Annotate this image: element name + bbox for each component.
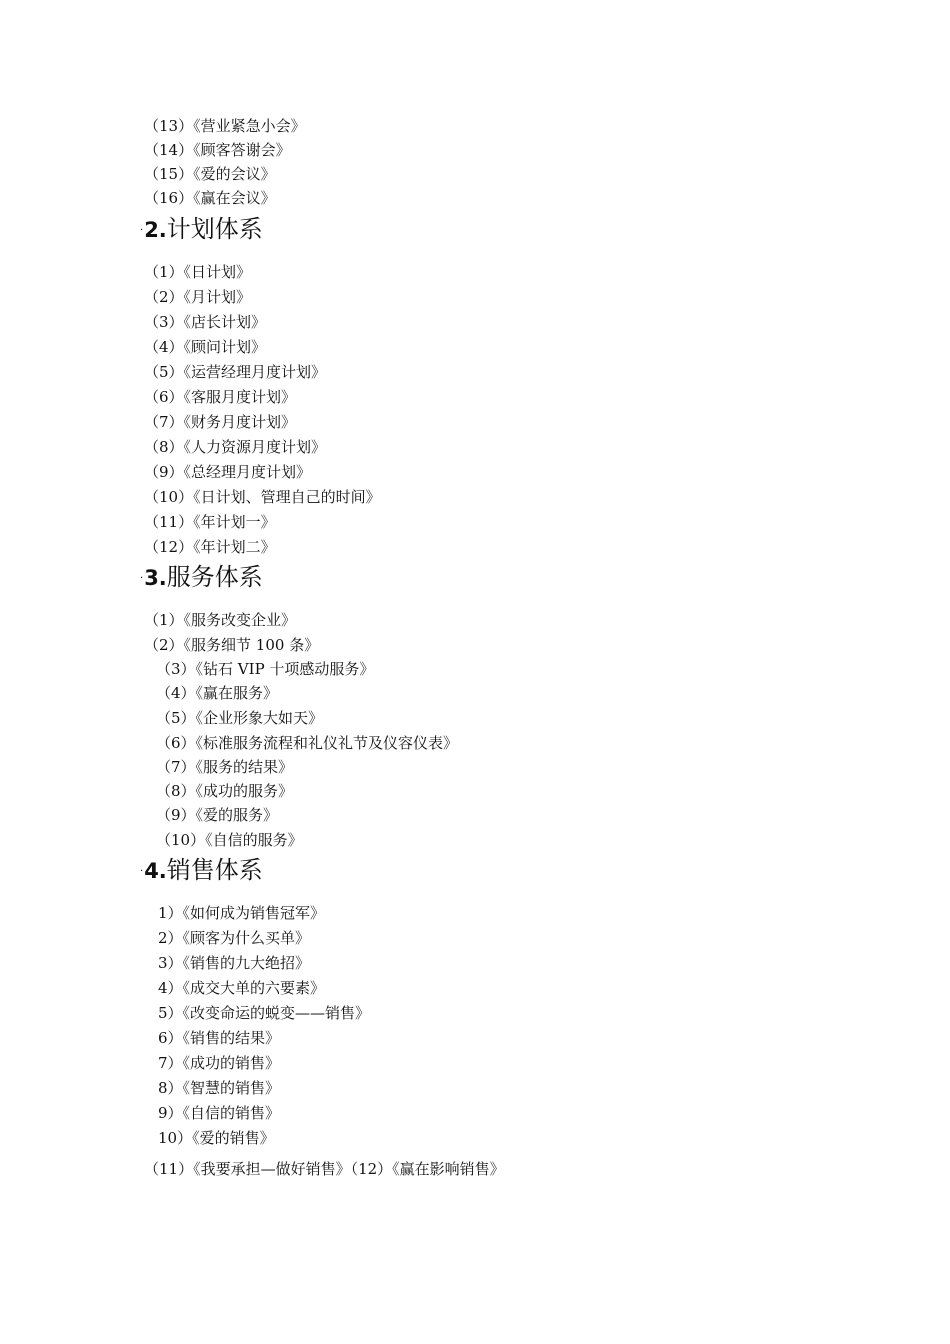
list-item: 7）《成功的销售》 <box>158 1054 281 1072</box>
heading-number: 2. <box>144 218 167 242</box>
list-item: （12）《年计划二》 <box>144 538 276 556</box>
list-item: （13）《营业紧急小会》 <box>144 117 306 135</box>
list-item: （16）《赢在会议》 <box>144 189 276 207</box>
list-item: （11）《年计划一》 <box>144 513 276 531</box>
list-item: 5）《改变命运的蜕变——销售》 <box>158 1004 371 1022</box>
list-item: （8）《人力资源月度计划》 <box>144 438 327 456</box>
list-item: （10）《日计划、管理自己的时间》 <box>144 488 381 506</box>
list-item: （9）《爱的服务》 <box>156 806 279 824</box>
list-item: （2）《月计划》 <box>144 288 252 306</box>
list-item: （1）《日计划》 <box>144 263 252 281</box>
list-item: （2）《服务细节 100 条》 <box>144 636 320 654</box>
list-item: （11）《我要承担—做好销售》（12）《赢在影响销售》 <box>144 1160 505 1178</box>
list-item: （10）《自信的服务》 <box>156 831 303 849</box>
list-item: （4）《赢在服务》 <box>156 684 279 702</box>
list-item: （3）《店长计划》 <box>144 313 267 331</box>
list-item: 2）《顾客为什么买单》 <box>158 929 311 947</box>
section-heading-sales <box>140 855 263 887</box>
heading-number: 4. <box>144 859 167 883</box>
list-item: （7）《财务月度计划》 <box>144 413 297 431</box>
list-item: （1）《服务改变企业》 <box>144 611 297 629</box>
list-item: 8）《智慧的销售》 <box>158 1079 281 1097</box>
list-item: 6）《销售的结果》 <box>158 1029 281 1047</box>
heading-bullet: · <box>140 224 144 236</box>
list-item: （9）《总经理月度计划》 <box>144 463 312 481</box>
heading-bullet: · <box>140 865 144 877</box>
list-item: 3）《销售的九大绝招》 <box>158 954 311 972</box>
heading-bullet: · <box>140 572 144 584</box>
heading-title: 销售体系 <box>166 856 263 884</box>
list-item: （8）《成功的服务》 <box>156 782 294 800</box>
list-item: （15）《爱的会议》 <box>144 165 276 183</box>
list-item: （4）《顾问计划》 <box>144 338 267 356</box>
list-item: （7）《服务的结果》 <box>156 758 294 776</box>
list-item: 10）《爱的销售》 <box>158 1129 275 1147</box>
section-heading-plan <box>140 214 263 246</box>
list-item: （5）《企业形象大如天》 <box>156 709 324 727</box>
list-item: （5）《运营经理月度计划》 <box>144 363 327 381</box>
list-item: （6）《客服月度计划》 <box>144 388 297 406</box>
list-item: 4）《成交大单的六要素》 <box>158 979 326 997</box>
list-item: 1）《如何成为销售冠军》 <box>158 904 326 922</box>
section-heading-service <box>140 562 263 594</box>
heading-number: 3. <box>144 566 167 590</box>
list-item: （6）《标准服务流程和礼仪礼节及仪容仪表》 <box>156 734 459 752</box>
heading-title: 服务体系 <box>166 563 263 591</box>
list-item: （14）《顾客答谢会》 <box>144 141 291 159</box>
heading-title: 计划体系 <box>166 215 263 243</box>
list-item: （3）《钻石 VIP 十项感动服务》 <box>156 660 375 678</box>
list-item: 9）《自信的销售》 <box>158 1104 281 1122</box>
